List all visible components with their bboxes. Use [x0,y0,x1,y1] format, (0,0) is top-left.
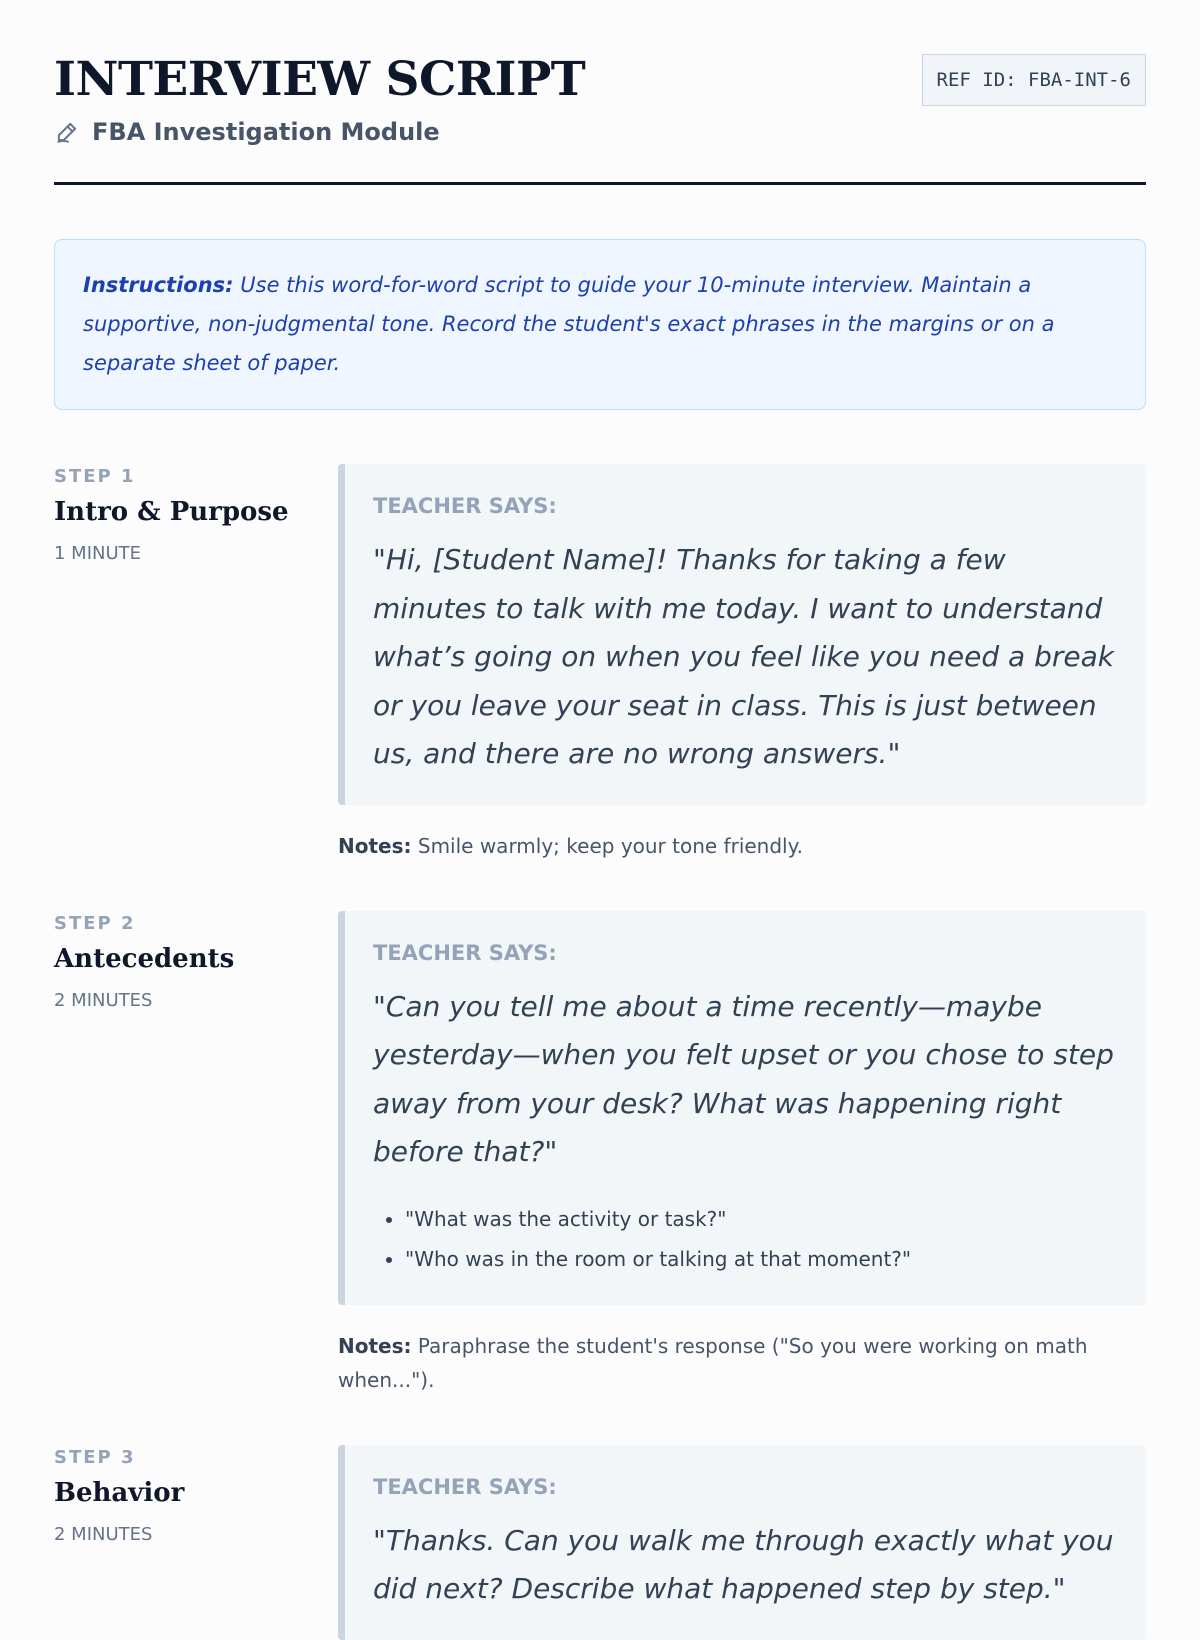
teacher-says-label: TEACHER SAYS: [373,494,557,518]
notes-text: Paraphrase the student's response ("So you were working on math when..."). [338,1333,1088,1392]
step-meta [54,911,338,1397]
page-header [54,0,1146,185]
step-3 [54,1445,1146,1640]
notes-label: Notes: [338,1333,412,1358]
teacher-says-box [338,464,1146,805]
ref-id-badge: REF ID: FBA-INT-6 [922,54,1146,106]
followup-list [373,1199,1120,1279]
page-subtitle [54,118,440,146]
followup-item: • "What was the activity or task?" [405,1199,1120,1239]
step-body [338,1445,1146,1640]
step-notes [338,829,1146,863]
notes-label: Notes: [338,833,412,858]
followup-item: • "Who was in the room or talking at that moment?" [405,1239,1120,1279]
step-title: Behavior [54,1477,185,1508]
step-meta [54,464,338,863]
instructions-text: Use this word-for-word script to guide your 10-minute interview. Maintain a supportive, non-judgmental tone. Record the student's exact phrases in the margins or on a separate sheet of paper. [83,273,1055,375]
step-1 [54,464,1146,863]
teacher-says-box [338,911,1146,1305]
step-body [338,464,1146,863]
pen-icon [54,119,80,145]
step-duration: 1 MINUTE [54,543,142,564]
step-duration: 2 MINUTES [54,989,153,1011]
page-title: INTERVIEW SCRIPT [54,52,586,107]
step-meta [54,1445,338,1640]
step-label: STEP 1 [54,466,136,487]
instructions-label: Instructions: [83,273,234,297]
subtitle-text: FBA Investigation Module [92,118,440,146]
step-notes [338,1329,1146,1397]
step-duration: 2 MINUTES [54,1523,153,1545]
step-body [338,911,1146,1397]
instructions-box [54,239,1146,410]
teacher-quote: "Can you tell me about a time recently—maybe yesterday—when you felt upset or you chose to step away from your desk? What was happening right before that?" [373,989,1114,1168]
step-2 [54,911,1146,1397]
teacher-quote: "Hi, [Student Name]! Thanks for taking a few minutes to talk with me today. I want to understand what’s going on when you feel like you need a break or you leave your seat in class. This is just between us, and there are no wrong answers." [373,543,1114,770]
step-title: Antecedents [54,943,235,974]
notes-text: Smile warmly; keep your tone friendly. [411,833,803,858]
step-label: STEP 3 [54,1446,136,1468]
step-title: Intro & Purpose [54,497,289,527]
teacher-quote: "Thanks. Can you walk me through exactly what you did next? Describe what happened step by step." [373,1523,1114,1605]
teacher-says-box [338,1445,1146,1640]
step-label: STEP 2 [54,912,136,934]
teacher-says-label: TEACHER SAYS: [373,940,557,965]
teacher-says-label: TEACHER SAYS: [373,1474,557,1499]
